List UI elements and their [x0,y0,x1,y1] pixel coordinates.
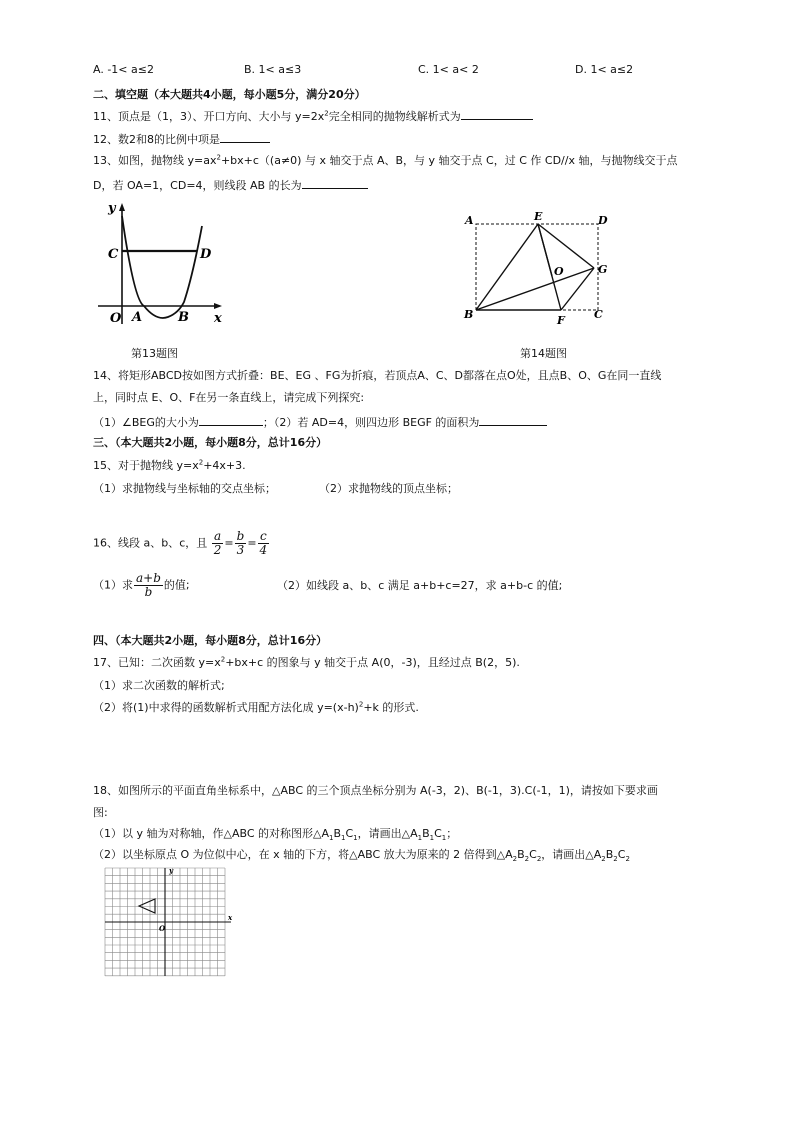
x-axis-arrow [214,303,222,309]
question-16-part1: （1）求 $\frac{a+b}{b}$ 的值; [93,571,190,599]
question-18-line1: 18、如图所示的平面直角坐标系中，△ABC 的三个顶点坐标分别为 A(-3，2)、B(-1，3).C(-1，1)，请按如下要求画 [93,784,658,797]
question-17: 17、已知：二次函数 $y=x^2+bx+c$ 的图象与 y 轴交于点 A(0，-3)，且经过点 B(2，5). [93,655,520,669]
question-14-parts: （1）∠BEG的大小为 ；（2）若 AD=4，则四边形 BEGF 的面积为 [93,414,547,430]
rectangle-abcd [476,224,598,310]
label-a: A [465,214,474,227]
option-c: C. 1< a< 2 [418,63,479,76]
label-b: B [178,310,189,325]
label-g: G [598,263,608,276]
triangle-abc [139,899,155,913]
answer-blank-12[interactable] [220,131,270,143]
label-o: O [110,311,122,326]
label-x: x [228,913,233,922]
fraction-a-plus-b-over-b: $\frac{a+b}{b}$ [136,571,161,599]
y-axis-arrow [119,203,125,211]
question-13-line1: 13、如图，抛物线 $y=ax^2+bx+c((a\ne 0)$ 与 x 轴交于点 A、B，与 y 轴交于点 C，过 C 作 CD//x 轴，与抛物线交于点 [93,153,678,167]
option-b: B. 1< a≤3 [244,63,302,76]
section2-title: 二、填空题（本大题共4小题，每小题5分，满分20分） [93,88,366,101]
label-e: E [534,210,543,223]
section4-title: 四、（本大题共2小题，每小题8分，总计16分） [93,634,328,647]
question-14-line2: 上，同时点 E、O、F在另一条直线上，请完成下列探究: [93,391,365,404]
question-15: 15、对于抛物线 $y=x^2+4x+3$. [93,458,246,472]
segment-be [476,224,538,310]
label-d: D [598,214,608,227]
parabola-curve [122,216,202,318]
label-o: O [159,924,166,933]
question-13-line2: D，若 OA=1，CD=4，则线段 AB 的长为 [93,177,368,193]
label-b: B [464,308,474,321]
answer-blank-11[interactable] [461,108,533,120]
question-17-part2: （2）将(1)中求得的函数解析式用配方法化成 $y=(x-h)^2+k$ 的形式. [93,700,419,714]
question-15-part1: （1）求抛物线与坐标轴的交点坐标； [93,482,276,495]
label-c: C [594,308,603,321]
figure-13-caption: 第13题图 [131,347,178,360]
segment-eo [538,224,552,276]
figure-18-grid [103,864,235,978]
answer-blank-13[interactable] [302,177,368,189]
fraction-c-over-4: $\frac{c}{4}$ [259,529,268,557]
label-a: A [132,310,143,325]
figure-14-caption: 第14题图 [520,347,567,360]
section3-title: 三、（本大题共2小题，每小题8分，总计16分） [93,436,328,449]
label-o: O [554,265,564,278]
question-15-part2: （2）求抛物线的顶点坐标； [319,482,458,495]
question-18-line2: 图: [93,806,108,819]
label-d: D [200,247,212,262]
question-18-part2: （2）以坐标原点 O 为位似中心，在 x 轴的下方，将△ABC 放大为原来的 2 倍得到$\triangle A_2B_2C_2$，请画出$\triangle A_2B_2C_2$ [93,848,630,864]
segment-bg [476,268,594,310]
question-14-line1: 14、将矩形ABCD按如图方式折叠：BE、EG 、FG为折痕，若顶点A、C、D都落在点O处，且点B、O、G在同一直线 [93,369,662,382]
fraction-a-over-2: $\frac{a}{2}$ [213,529,222,557]
figure-13-parabola [96,198,232,328]
option-d: D. 1< a≤2 [575,63,634,76]
question-11: 11、顶点是（1，3）、开口方向、大小与 $y=2x^2$完全相同的抛物线解析式为 [93,108,533,124]
question-12: 12、数2和8的比例中项是 [93,131,270,147]
label-c: C [108,247,119,262]
fraction-b-over-3: $\frac{b}{3}$ [236,529,245,557]
segment-eg [538,224,594,268]
label-y: y [108,201,116,216]
option-a: A. -1< a≤2 [93,63,154,76]
label-y: y [169,866,174,875]
label-f: F [557,314,565,327]
label-x: x [214,311,222,326]
question-18-part1: （1）以 y 轴为对称轴，作△ABC 的对称图形$\triangle A_1B_1C_1$，请画出$\triangle A_1B_1C_1$； [93,827,458,843]
answer-blank-14-2[interactable] [479,414,547,426]
figure-14-rectangle [460,206,620,330]
question-16-part2: （2）如线段 a、b、c 满足 a+b+c=27，求 a+b-c 的值; [277,579,563,592]
answer-blank-14-1[interactable] [199,414,263,426]
question-17-part1: （1）求二次函数的解析式; [93,679,225,692]
question-16: 16、线段 a、b、c，且 $\frac{a}{2}$ = $\frac{b}{3}$ = $\frac{c}{4}$ [93,529,268,557]
